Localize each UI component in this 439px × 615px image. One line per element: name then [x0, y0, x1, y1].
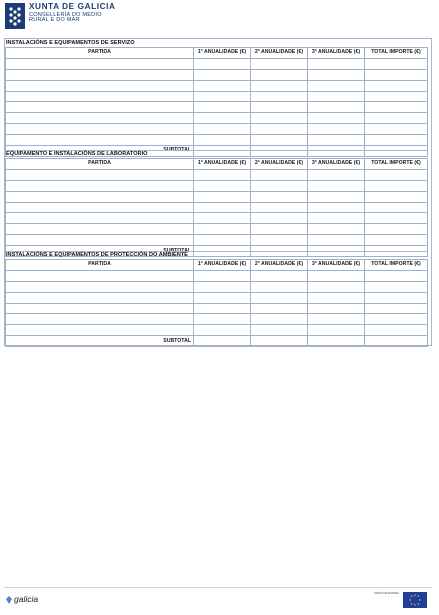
cell-y2[interactable] [251, 292, 308, 303]
table-row [6, 325, 428, 336]
section-title: INSTALACIÓNS E EQUIPAMENTOS DE SERVIZO [6, 40, 135, 46]
subtotal-y2[interactable] [251, 336, 308, 347]
table-header-row [6, 48, 428, 59]
cell-total[interactable] [365, 169, 428, 180]
cell-y2[interactable] [251, 91, 308, 102]
table-row [6, 180, 428, 191]
cell-y1[interactable] [194, 69, 251, 80]
cell-partida[interactable] [6, 281, 194, 292]
cell-y1[interactable] [194, 80, 251, 91]
cell-y2[interactable] [251, 113, 308, 124]
cell-y1[interactable] [194, 180, 251, 191]
cell-y3[interactable] [308, 80, 365, 91]
budget-table [5, 47, 428, 157]
table-row [6, 224, 428, 235]
cell-y2[interactable] [251, 80, 308, 91]
cell-y1[interactable] [194, 292, 251, 303]
cell-y2[interactable] [251, 169, 308, 180]
cell-total[interactable] [365, 113, 428, 124]
cell-y2[interactable] [251, 213, 308, 224]
cell-y3[interactable] [308, 325, 365, 336]
cell-y3[interactable] [308, 224, 365, 235]
col-partida: PARTIDA [6, 260, 194, 271]
cell-y1[interactable] [194, 124, 251, 135]
cell-y3[interactable] [308, 270, 365, 281]
cell-y1[interactable] [194, 135, 251, 146]
cell-y3[interactable] [308, 91, 365, 102]
cell-partida[interactable] [6, 292, 194, 303]
cell-total[interactable] [365, 292, 428, 303]
cell-total[interactable] [365, 102, 428, 113]
table-row [6, 270, 428, 281]
cell-y3[interactable] [308, 303, 365, 314]
col-y2: 2ª ANUALIDADE (€) [251, 260, 308, 271]
section-servizo [5, 40, 427, 157]
cell-partida[interactable] [6, 180, 194, 191]
cell-y2[interactable] [251, 270, 308, 281]
col-total: TOTAL IMPORTE (€) [365, 48, 428, 59]
cell-y3[interactable] [308, 213, 365, 224]
cell-partida[interactable] [6, 80, 194, 91]
table-row [6, 58, 428, 69]
budget-table [5, 158, 428, 257]
cell-y3[interactable] [308, 202, 365, 213]
subtotal-total[interactable] [365, 336, 428, 347]
cell-partida[interactable] [6, 91, 194, 102]
cell-total[interactable] [365, 180, 428, 191]
cell-y1[interactable] [194, 91, 251, 102]
col-y2: 2ª ANUALIDADE (€) [251, 159, 308, 170]
cell-total[interactable] [365, 202, 428, 213]
cell-y1[interactable] [194, 325, 251, 336]
section-title: INSTALACIÓNS E EQUIPAMENTOS DE PROTECCIÓN DO AMBIENTE [5, 251, 427, 259]
cell-y1[interactable] [194, 314, 251, 325]
cell-y1[interactable] [194, 270, 251, 281]
xunta-emblem-icon [4, 2, 26, 30]
table-row [6, 91, 428, 102]
cell-y2[interactable] [251, 102, 308, 113]
table-row [6, 235, 428, 246]
table-row [6, 191, 428, 202]
cell-y2[interactable] [251, 314, 308, 325]
table-row [6, 292, 428, 303]
cell-partida[interactable] [6, 325, 194, 336]
cell-y3[interactable] [308, 124, 365, 135]
cell-total[interactable] [365, 80, 428, 91]
table-row [6, 202, 428, 213]
cell-total[interactable] [365, 135, 428, 146]
table-row [6, 102, 428, 113]
col-partida: PARTIDA [6, 159, 194, 170]
cell-y2[interactable] [251, 224, 308, 235]
cell-y3[interactable] [308, 191, 365, 202]
cell-total[interactable] [365, 91, 428, 102]
cell-total[interactable] [365, 270, 428, 281]
cell-y1[interactable] [194, 113, 251, 124]
cell-y3[interactable] [308, 58, 365, 69]
col-y2: 2ª ANUALIDADE (€) [251, 48, 308, 59]
cell-partida[interactable] [6, 270, 194, 281]
table-row [6, 281, 428, 292]
cell-partida[interactable] [6, 191, 194, 202]
cell-y1[interactable] [194, 213, 251, 224]
org-name: XUNTA DE GALICIA [29, 2, 116, 11]
cell-y2[interactable] [251, 281, 308, 292]
cell-total[interactable] [365, 281, 428, 292]
cell-y2[interactable] [251, 235, 308, 246]
col-y1: 1ª ANUALIDADE (€) [194, 159, 251, 170]
table-header-row [6, 260, 428, 271]
table-row [6, 80, 428, 91]
table-row [6, 113, 428, 124]
cell-total[interactable] [365, 69, 428, 80]
cell-total[interactable] [365, 314, 428, 325]
cell-y3[interactable] [308, 113, 365, 124]
table-row [6, 213, 428, 224]
section-laboratorio [5, 150, 427, 257]
col-y1: 1ª ANUALIDADE (€) [194, 48, 251, 59]
cell-partida[interactable] [6, 102, 194, 113]
cell-y3[interactable] [308, 169, 365, 180]
section-ambiente [5, 251, 427, 347]
cell-total[interactable] [365, 191, 428, 202]
cell-y1[interactable] [194, 169, 251, 180]
col-y1: 1ª ANUALIDADE (€) [194, 260, 251, 271]
subtotal-y3[interactable] [308, 336, 365, 347]
table-header-row [6, 159, 428, 170]
cell-y3[interactable] [308, 281, 365, 292]
eu-funding-mark [374, 591, 430, 611]
cell-y1[interactable] [194, 202, 251, 213]
cell-total[interactable] [365, 325, 428, 336]
cell-y2[interactable] [251, 135, 308, 146]
table-row [6, 135, 428, 146]
col-partida: PARTIDA [6, 48, 194, 59]
cell-y2[interactable] [251, 202, 308, 213]
cell-y3[interactable] [308, 235, 365, 246]
table-row [6, 303, 428, 314]
cell-y2[interactable] [251, 124, 308, 135]
cell-partida[interactable] [6, 58, 194, 69]
table-row [6, 169, 428, 180]
cell-y1[interactable] [194, 235, 251, 246]
table-row [6, 314, 428, 325]
eu-text: UNIÓN EUROPEA [374, 591, 400, 595]
cell-y3[interactable] [308, 102, 365, 113]
cell-y3[interactable] [308, 314, 365, 325]
cell-partida[interactable] [6, 202, 194, 213]
cell-total[interactable] [365, 224, 428, 235]
cell-partida[interactable] [6, 224, 194, 235]
cell-partida[interactable] [6, 169, 194, 180]
cell-partida[interactable] [6, 113, 194, 124]
cell-y1[interactable] [194, 303, 251, 314]
cell-partida[interactable] [6, 69, 194, 80]
col-total: TOTAL IMPORTE (€) [365, 260, 428, 271]
cell-y2[interactable] [251, 180, 308, 191]
cell-y1[interactable] [194, 58, 251, 69]
galicia-brand: galicia [14, 594, 39, 604]
department-name: CONSELLERÍA DO MEDIO RURAL E DO MAR [29, 11, 102, 24]
cell-y2[interactable] [251, 58, 308, 69]
header-text [29, 3, 119, 24]
cell-y3[interactable] [308, 135, 365, 146]
subtotal-y1[interactable] [194, 336, 251, 347]
table-row [6, 69, 428, 80]
cell-partida[interactable] [6, 235, 194, 246]
cell-y3[interactable] [308, 180, 365, 191]
cell-total[interactable] [365, 235, 428, 246]
cell-y2[interactable] [251, 303, 308, 314]
cell-y1[interactable] [194, 281, 251, 292]
cell-partida[interactable] [6, 303, 194, 314]
cell-y2[interactable] [251, 69, 308, 80]
col-y3: 3ª ANUALIDADE (€) [308, 260, 365, 271]
budget-table [5, 259, 428, 347]
cell-y1[interactable] [194, 102, 251, 113]
cell-y2[interactable] [251, 325, 308, 336]
subtotal-label: SUBTOTAL [6, 246, 194, 257]
col-y3: 3ª ANUALIDADE (€) [308, 159, 365, 170]
col-total: TOTAL IMPORTE (€) [365, 159, 428, 170]
cell-y1[interactable] [194, 191, 251, 202]
subtotal-label: SUBTOTAL [6, 146, 194, 157]
cell-partida[interactable] [6, 213, 194, 224]
cell-y1[interactable] [194, 224, 251, 235]
page-header [4, 2, 204, 32]
cell-partida[interactable] [6, 314, 194, 325]
page-footer [4, 587, 432, 612]
cell-total[interactable] [365, 58, 428, 69]
section-title: EQUIPAMENTO E INSTALACIÓNS DE LABORATORIO [5, 150, 427, 158]
subtotal-row [6, 336, 428, 347]
table-row [6, 124, 428, 135]
eu-flag-icon [403, 592, 427, 608]
cell-partida[interactable] [6, 124, 194, 135]
cell-y2[interactable] [251, 191, 308, 202]
cell-partida[interactable] [6, 135, 194, 146]
galicia-logo-icon [6, 596, 12, 604]
cell-y3[interactable] [308, 292, 365, 303]
cell-total[interactable] [365, 124, 428, 135]
cell-total[interactable] [365, 213, 428, 224]
col-y3: 3ª ANUALIDADE (€) [308, 48, 365, 59]
cell-total[interactable] [365, 303, 428, 314]
cell-y3[interactable] [308, 69, 365, 80]
subtotal-label: SUBTOTAL [6, 336, 194, 347]
